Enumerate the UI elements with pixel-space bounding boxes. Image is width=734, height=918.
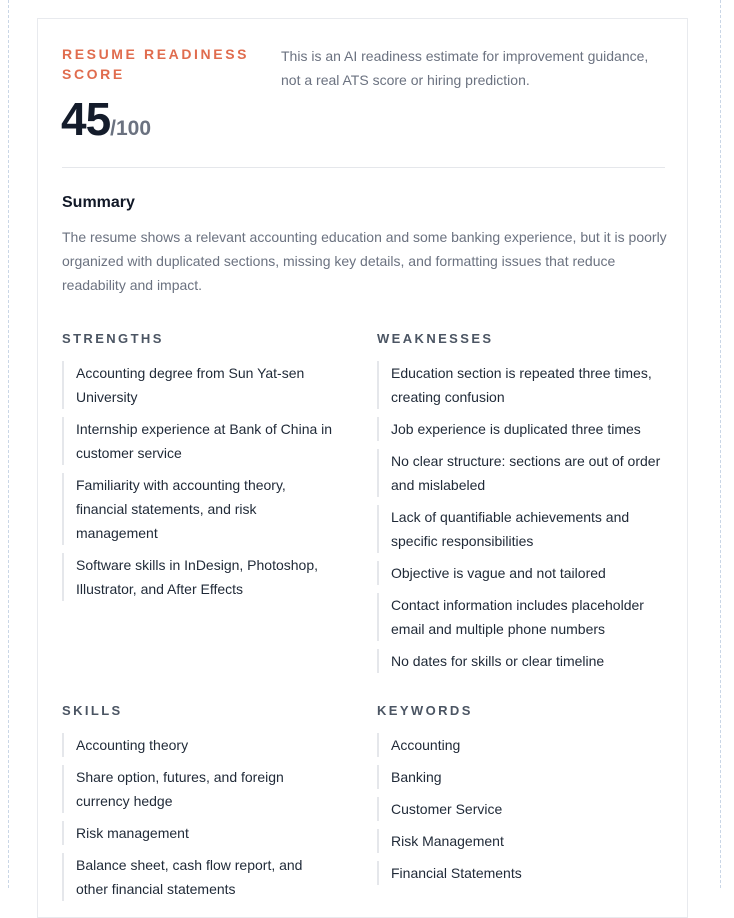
keyword-item: Banking [377, 765, 667, 789]
score-max: /100 [110, 117, 152, 140]
summary-title: Summary [62, 194, 135, 211]
strengths-list [62, 361, 334, 609]
right-guide-line [720, 0, 721, 888]
weakness-item: Lack of quantifiable achievements and specific responsibilities [377, 505, 667, 553]
skill-item: Accounting theory [62, 733, 334, 757]
summary-text: The resume shows a relevant accounting education and some banking experience, but it is poorly organized with duplicated sections, missing key details, and formatting issues that reduce readability and impact. [62, 229, 667, 293]
score-disclaimer: This is an AI readiness estimate for improvement guidance, not a real ATS score or hiring prediction. [281, 48, 649, 88]
strength-item: Familiarity with accounting theory, financial statements, and risk management [62, 473, 334, 545]
skills-list [62, 733, 334, 909]
keyword-item: Financial Statements [377, 861, 667, 885]
weakness-item: Education section is repeated three times, creating confusion [377, 361, 667, 409]
weakness-item: Contact information includes placeholder email and multiple phone numbers [377, 593, 667, 641]
weaknesses-list [377, 361, 667, 681]
score-label: RESUME READINESS SCORE [62, 46, 250, 82]
score-display [61, 92, 151, 146]
header-divider [62, 167, 665, 168]
weakness-item: Job experience is duplicated three times [377, 417, 667, 441]
skills-heading: SKILLS [62, 703, 123, 718]
keyword-item: Accounting [377, 733, 667, 757]
strength-item: Software skills in InDesign, Photoshop, Illustrator, and After Effects [62, 553, 334, 601]
strength-item: Internship experience at Bank of China in customer service [62, 417, 334, 465]
skill-item: Risk management [62, 821, 334, 845]
left-guide-line [8, 0, 9, 888]
strengths-heading: STRENGTHS [62, 331, 164, 346]
resume-report-card [37, 18, 688, 918]
strength-item: Accounting degree from Sun Yat-sen University [62, 361, 334, 409]
keyword-item: Risk Management [377, 829, 667, 853]
score-value: 45 [61, 93, 111, 145]
skill-item: Share option, futures, and foreign currency hedge [62, 765, 334, 813]
weakness-item: No clear structure: sections are out of order and mislabeled [377, 449, 667, 497]
weakness-item: Objective is vague and not tailored [377, 561, 667, 585]
weaknesses-heading: WEAKNESSES [377, 331, 494, 346]
keyword-item: Customer Service [377, 797, 667, 821]
keywords-heading: KEYWORDS [377, 703, 473, 718]
weakness-item: No dates for skills or clear timeline [377, 649, 667, 673]
keywords-list [377, 733, 667, 893]
skill-item: Balance sheet, cash flow report, and other financial statements [62, 853, 334, 901]
